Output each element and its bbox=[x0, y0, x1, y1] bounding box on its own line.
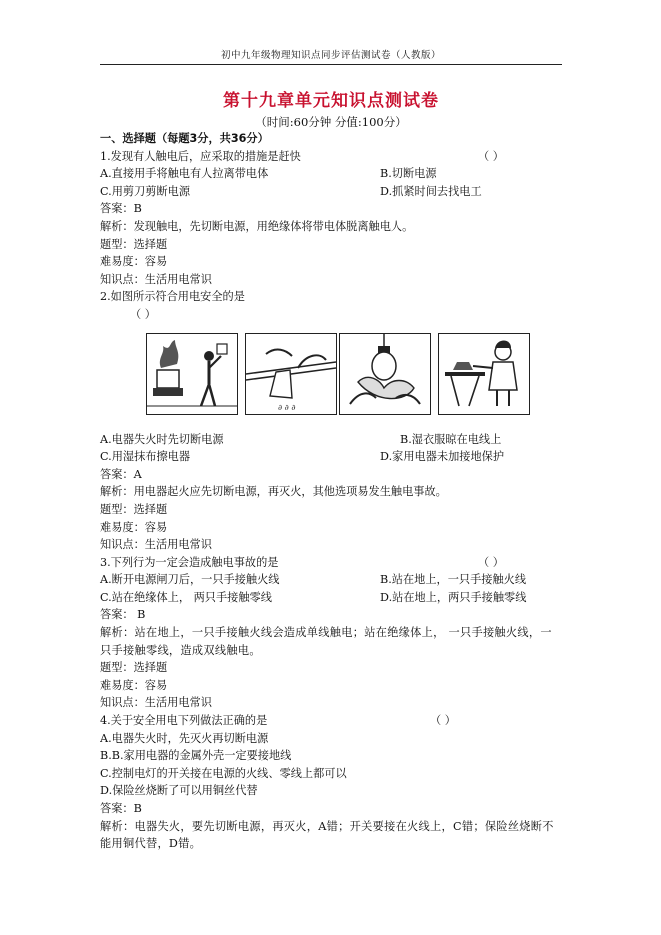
answer-line: 答案：B bbox=[100, 802, 142, 815]
answer-line: 答案：A bbox=[100, 467, 142, 481]
option-d: D.家用电器未加接地保护 bbox=[380, 450, 505, 464]
question-2-figure bbox=[100, 333, 562, 423]
difficulty-line: 难易度：容易 bbox=[100, 520, 168, 534]
answer-blank: （ ） bbox=[130, 307, 156, 321]
section-heading: 一、选择题（每题3分，共36分） bbox=[100, 132, 269, 145]
option-a: A.电器失火时先切断电源 bbox=[100, 432, 224, 446]
answer-blank: （ ） bbox=[478, 555, 504, 569]
question-1-options-row-2 bbox=[100, 183, 562, 201]
question-4-stem bbox=[100, 712, 562, 730]
option-a: A.直接用手将触电有人拉离带电体 bbox=[100, 167, 269, 181]
question-list bbox=[100, 130, 562, 853]
page-subtitle: （时间:60分钟 分值:100分） bbox=[255, 115, 407, 129]
option-b: B.湿衣服晾在电线上 bbox=[400, 432, 502, 446]
question-stem-text: 1.发现有人触电后，应采取的措施是赶快 bbox=[100, 149, 301, 163]
figure-wet-cloth-bulb-image bbox=[339, 333, 431, 415]
option-d: D.抓紧时间去找电工 bbox=[380, 184, 482, 198]
question-1-stem bbox=[100, 148, 562, 166]
figure-fire-unplug-image bbox=[146, 333, 238, 415]
analysis-line: 解析：电器失火，要先切断电源，再灭火，A错；开关要接在火线上，C错；保险丝烧断不能用铜代替，D错。 bbox=[100, 819, 554, 851]
option-b: B.站在地上，一只手接触火线 bbox=[380, 573, 527, 587]
answer-line: 答案：B bbox=[100, 202, 142, 216]
option-b: B.B.家用电器的金属外壳一定要接地线 bbox=[100, 749, 292, 763]
option-a: A.电器失火时，先灭火再切断电源 bbox=[100, 731, 269, 745]
option-c: C.用剪刀剪断电源 bbox=[100, 184, 191, 198]
svg-text:∂ ∂ ∂: ∂ ∂ ∂ bbox=[278, 402, 296, 412]
question-type-line: 题型：选择题 bbox=[100, 661, 168, 675]
figure-wet-clothes-wire-image bbox=[245, 333, 337, 415]
answer-blank: （ ） bbox=[430, 714, 456, 728]
answer-blank: （ ） bbox=[478, 149, 504, 163]
question-2-options-row-1 bbox=[100, 431, 562, 449]
question-3-options-row-2 bbox=[100, 589, 562, 607]
answer-line: 答案： B bbox=[100, 608, 146, 622]
option-c: C.控制电灯的开关接在电源的火线、零线上都可以 bbox=[100, 766, 347, 780]
question-stem-text: 3.下列行为一定会造成触电事故的是 bbox=[100, 555, 279, 569]
page-title: 第十九章单元知识点测试卷 bbox=[223, 91, 439, 111]
option-a: A.断开电源闸刀后，一只手接触火线 bbox=[100, 573, 280, 587]
analysis-line: 解析：用电器起火应先切断电源，再灭火，其他选项易发生触电事故。 bbox=[100, 485, 447, 499]
question-stem-text: 4.关于安全用电下列做法正确的是 bbox=[100, 714, 268, 728]
option-d: D.站在地上，两只手接触零线 bbox=[380, 590, 527, 604]
running-header: 初中九年级物理知识点同步评估测试卷（人教版） bbox=[100, 47, 562, 65]
question-type-line: 题型：选择题 bbox=[100, 237, 168, 251]
figure-no-ground-appliance-image bbox=[438, 333, 530, 415]
knowledge-point-line: 知识点：生活用电常识 bbox=[100, 538, 212, 552]
difficulty-line: 难易度：容易 bbox=[100, 678, 168, 692]
question-3-options-row-1 bbox=[100, 571, 562, 589]
option-d: D.保险丝烧断了可以用铜丝代替 bbox=[100, 784, 258, 798]
option-b: B.切断电源 bbox=[380, 167, 437, 181]
option-c: C.用湿抹布擦电器 bbox=[100, 450, 191, 464]
knowledge-point-line: 知识点：生活用电常识 bbox=[100, 272, 212, 286]
difficulty-line: 难易度：容易 bbox=[100, 255, 168, 269]
question-type-line: 题型：选择题 bbox=[100, 502, 168, 516]
analysis-line: 解析：站在地上，一只手接触火线会造成单线触电；站在绝缘体上， 一只手接触火线，一只手接触零线，造成双线触电。 bbox=[100, 626, 552, 657]
option-c: C.站在绝缘体上， 两只手接触零线 bbox=[100, 590, 272, 604]
question-2-stem: 2.如图所示符合用电安全的是 bbox=[100, 290, 245, 304]
analysis-line: 解析：发现触电，先切断电源，用绝缘体将带电体脱离触电人。 bbox=[100, 219, 414, 233]
question-3-stem bbox=[100, 554, 562, 572]
question-1-options-row-1 bbox=[100, 165, 562, 183]
knowledge-point-line: 知识点：生活用电常识 bbox=[100, 696, 212, 710]
question-2-options-row-2 bbox=[100, 448, 562, 466]
